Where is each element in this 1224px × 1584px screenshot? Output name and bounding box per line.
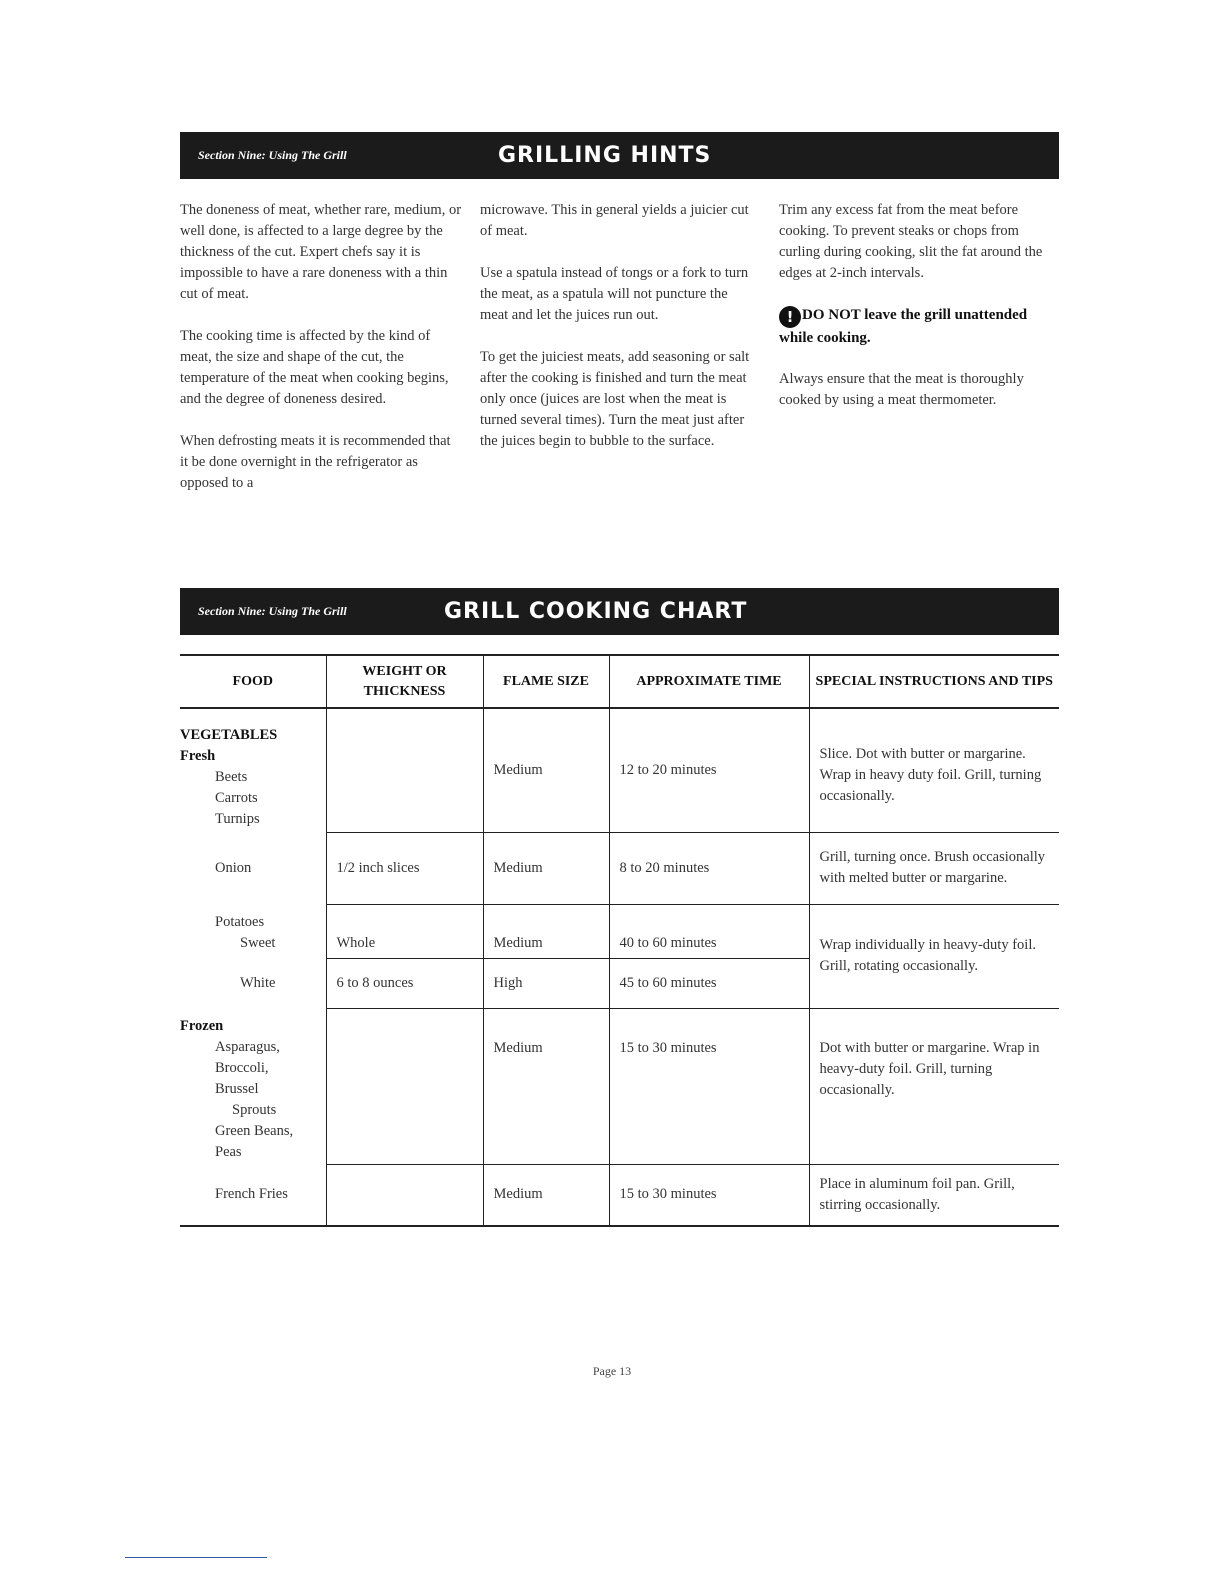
special-cell: Slice. Dot with butter or margarine. Wrap in heavy duty foil. Grill, turning occasionally. [809, 708, 1059, 832]
food-item: Broccoli, [215, 1060, 269, 1076]
hints-column-3 [779, 200, 1063, 432]
category-frozen: Frozen [180, 1018, 224, 1034]
table-row [180, 708, 1059, 832]
food-cell [180, 958, 326, 1008]
grill-cooking-chart-table [180, 654, 1059, 1227]
category-vegetables: VEGETABLES [180, 727, 278, 743]
hint-paragraph: microwave. This in general yields a juicier cut of meat. [480, 202, 749, 239]
hints-column-2 [480, 200, 752, 473]
header-food: FOOD [180, 655, 326, 708]
food-item: Peas [215, 1144, 242, 1160]
weight-cell [326, 1008, 483, 1164]
header-special: SPECIAL INSTRUCTIONS AND TIPS [809, 655, 1059, 708]
grilling-hints-banner [180, 132, 1059, 179]
warning-text: DO NOT leave the grill unattended while cooking. [779, 307, 1028, 346]
table-header-row [180, 655, 1059, 708]
hint-paragraph: Use a spatula instead of tongs or a fork to turn the meat, as a spatula will not puncture the meat and let the juices run out. [480, 265, 749, 323]
page-number: Page 13 [592, 1364, 632, 1378]
weight-cell: 1/2 inch slices [326, 832, 483, 904]
food-item: Sprouts [232, 1102, 277, 1118]
food-item: Brussel [215, 1081, 259, 1097]
warning-exclamation-icon: ! [779, 306, 801, 328]
hint-paragraph: When defrosting meats it is recommended that it be done overnight in the refrigerator as opposed to a [180, 433, 451, 491]
food-item: Green Beans, [215, 1123, 294, 1139]
table-row [180, 1164, 1059, 1226]
weight-cell [326, 1164, 483, 1226]
food-cell [180, 1008, 326, 1164]
flame-cell: Medium [483, 1008, 609, 1164]
food-item: Onion [215, 859, 252, 876]
flame-cell: Medium [483, 832, 609, 904]
hint-paragraph: Trim any excess fat from the meat before cooking. To prevent steaks or chops from curling during cooking, slit the fat around the edges at 2-inch intervals. [779, 202, 1043, 281]
time-cell: 45 to 60 minutes [609, 958, 809, 1008]
header-flame: FLAME SIZE [483, 655, 609, 708]
header-weight: WEIGHT OR THICKNESS [326, 655, 483, 708]
weight-cell: Whole [326, 904, 483, 958]
category-fresh: Fresh [180, 748, 216, 764]
special-cell: Dot with butter or margarine. Wrap in heavy-duty foil. Grill, turning occasionally. [809, 1008, 1059, 1164]
time-cell: 8 to 20 minutes [609, 832, 809, 904]
weight-cell: 6 to 8 ounces [326, 958, 483, 1008]
hint-paragraph: The cooking time is affected by the kind of meat, the size and shape of the cut, the temperature of the meat when cooking begins, and the degree of doneness desired. [180, 328, 449, 407]
time-cell: 15 to 30 minutes [609, 1008, 809, 1164]
food-cell [180, 708, 326, 832]
food-cell [180, 832, 326, 904]
flame-cell: High [483, 958, 609, 1008]
time-cell: 12 to 20 minutes [609, 708, 809, 832]
food-item: Carrots [215, 790, 258, 806]
hints-column-1 [180, 200, 462, 515]
food-item: Sweet [240, 935, 276, 951]
weight-cell [326, 708, 483, 832]
hint-paragraph: To get the juiciest meats, add seasoning or salt after the cooking is finished and turn the meat only once (juices are lost when the meat is turned several times). Turn the meat just after the juices begin to bubble to the surface. [480, 349, 750, 449]
header-time: APPROXIMATE TIME [609, 655, 809, 708]
grilling-hints-title: GRILLING HINTS [498, 143, 712, 168]
food-item: Beets [215, 769, 248, 785]
table-row [180, 904, 1059, 958]
hint-paragraph: The doneness of meat, whether rare, medium, or well done, is affected to a large degree by the thickness of the cut. Expert chefs say it is impossible to have a rare doneness with a thin cut of meat. [180, 202, 462, 302]
flame-cell: Medium [483, 904, 609, 958]
special-cell: Place in aluminum foil pan. Grill, stirring occasionally. [809, 1164, 1059, 1226]
special-cell: Grill, turning once. Brush occasionally with melted butter or margarine. [809, 832, 1059, 904]
flame-cell: Medium [483, 1164, 609, 1226]
food-cell [180, 1164, 326, 1226]
food-item: Asparagus, [215, 1039, 280, 1055]
table-row [180, 1008, 1059, 1164]
food-item: French Fries [215, 1186, 288, 1202]
section-label: Section Nine: Using The Grill [198, 148, 347, 162]
grill-cooking-chart-title: GRILL COOKING CHART [444, 599, 748, 624]
table-row [180, 832, 1059, 904]
food-cell [180, 904, 326, 958]
grill-cooking-chart-banner [180, 588, 1059, 635]
flame-cell: Medium [483, 708, 609, 832]
food-item: White [240, 974, 276, 991]
section-label: Section Nine: Using The Grill [198, 604, 347, 618]
food-item: Potatoes [215, 914, 265, 930]
divider [125, 1557, 267, 1558]
warning-note [779, 305, 1063, 348]
special-cell: Wrap individually in heavy-duty foil. Grill, rotating occasionally. [809, 904, 1059, 1008]
hint-paragraph: Always ensure that the meat is thoroughly cooked by using a meat thermometer. [779, 371, 1024, 408]
food-item: Turnips [215, 811, 260, 827]
time-cell: 15 to 30 minutes [609, 1164, 809, 1226]
time-cell: 40 to 60 minutes [609, 904, 809, 958]
